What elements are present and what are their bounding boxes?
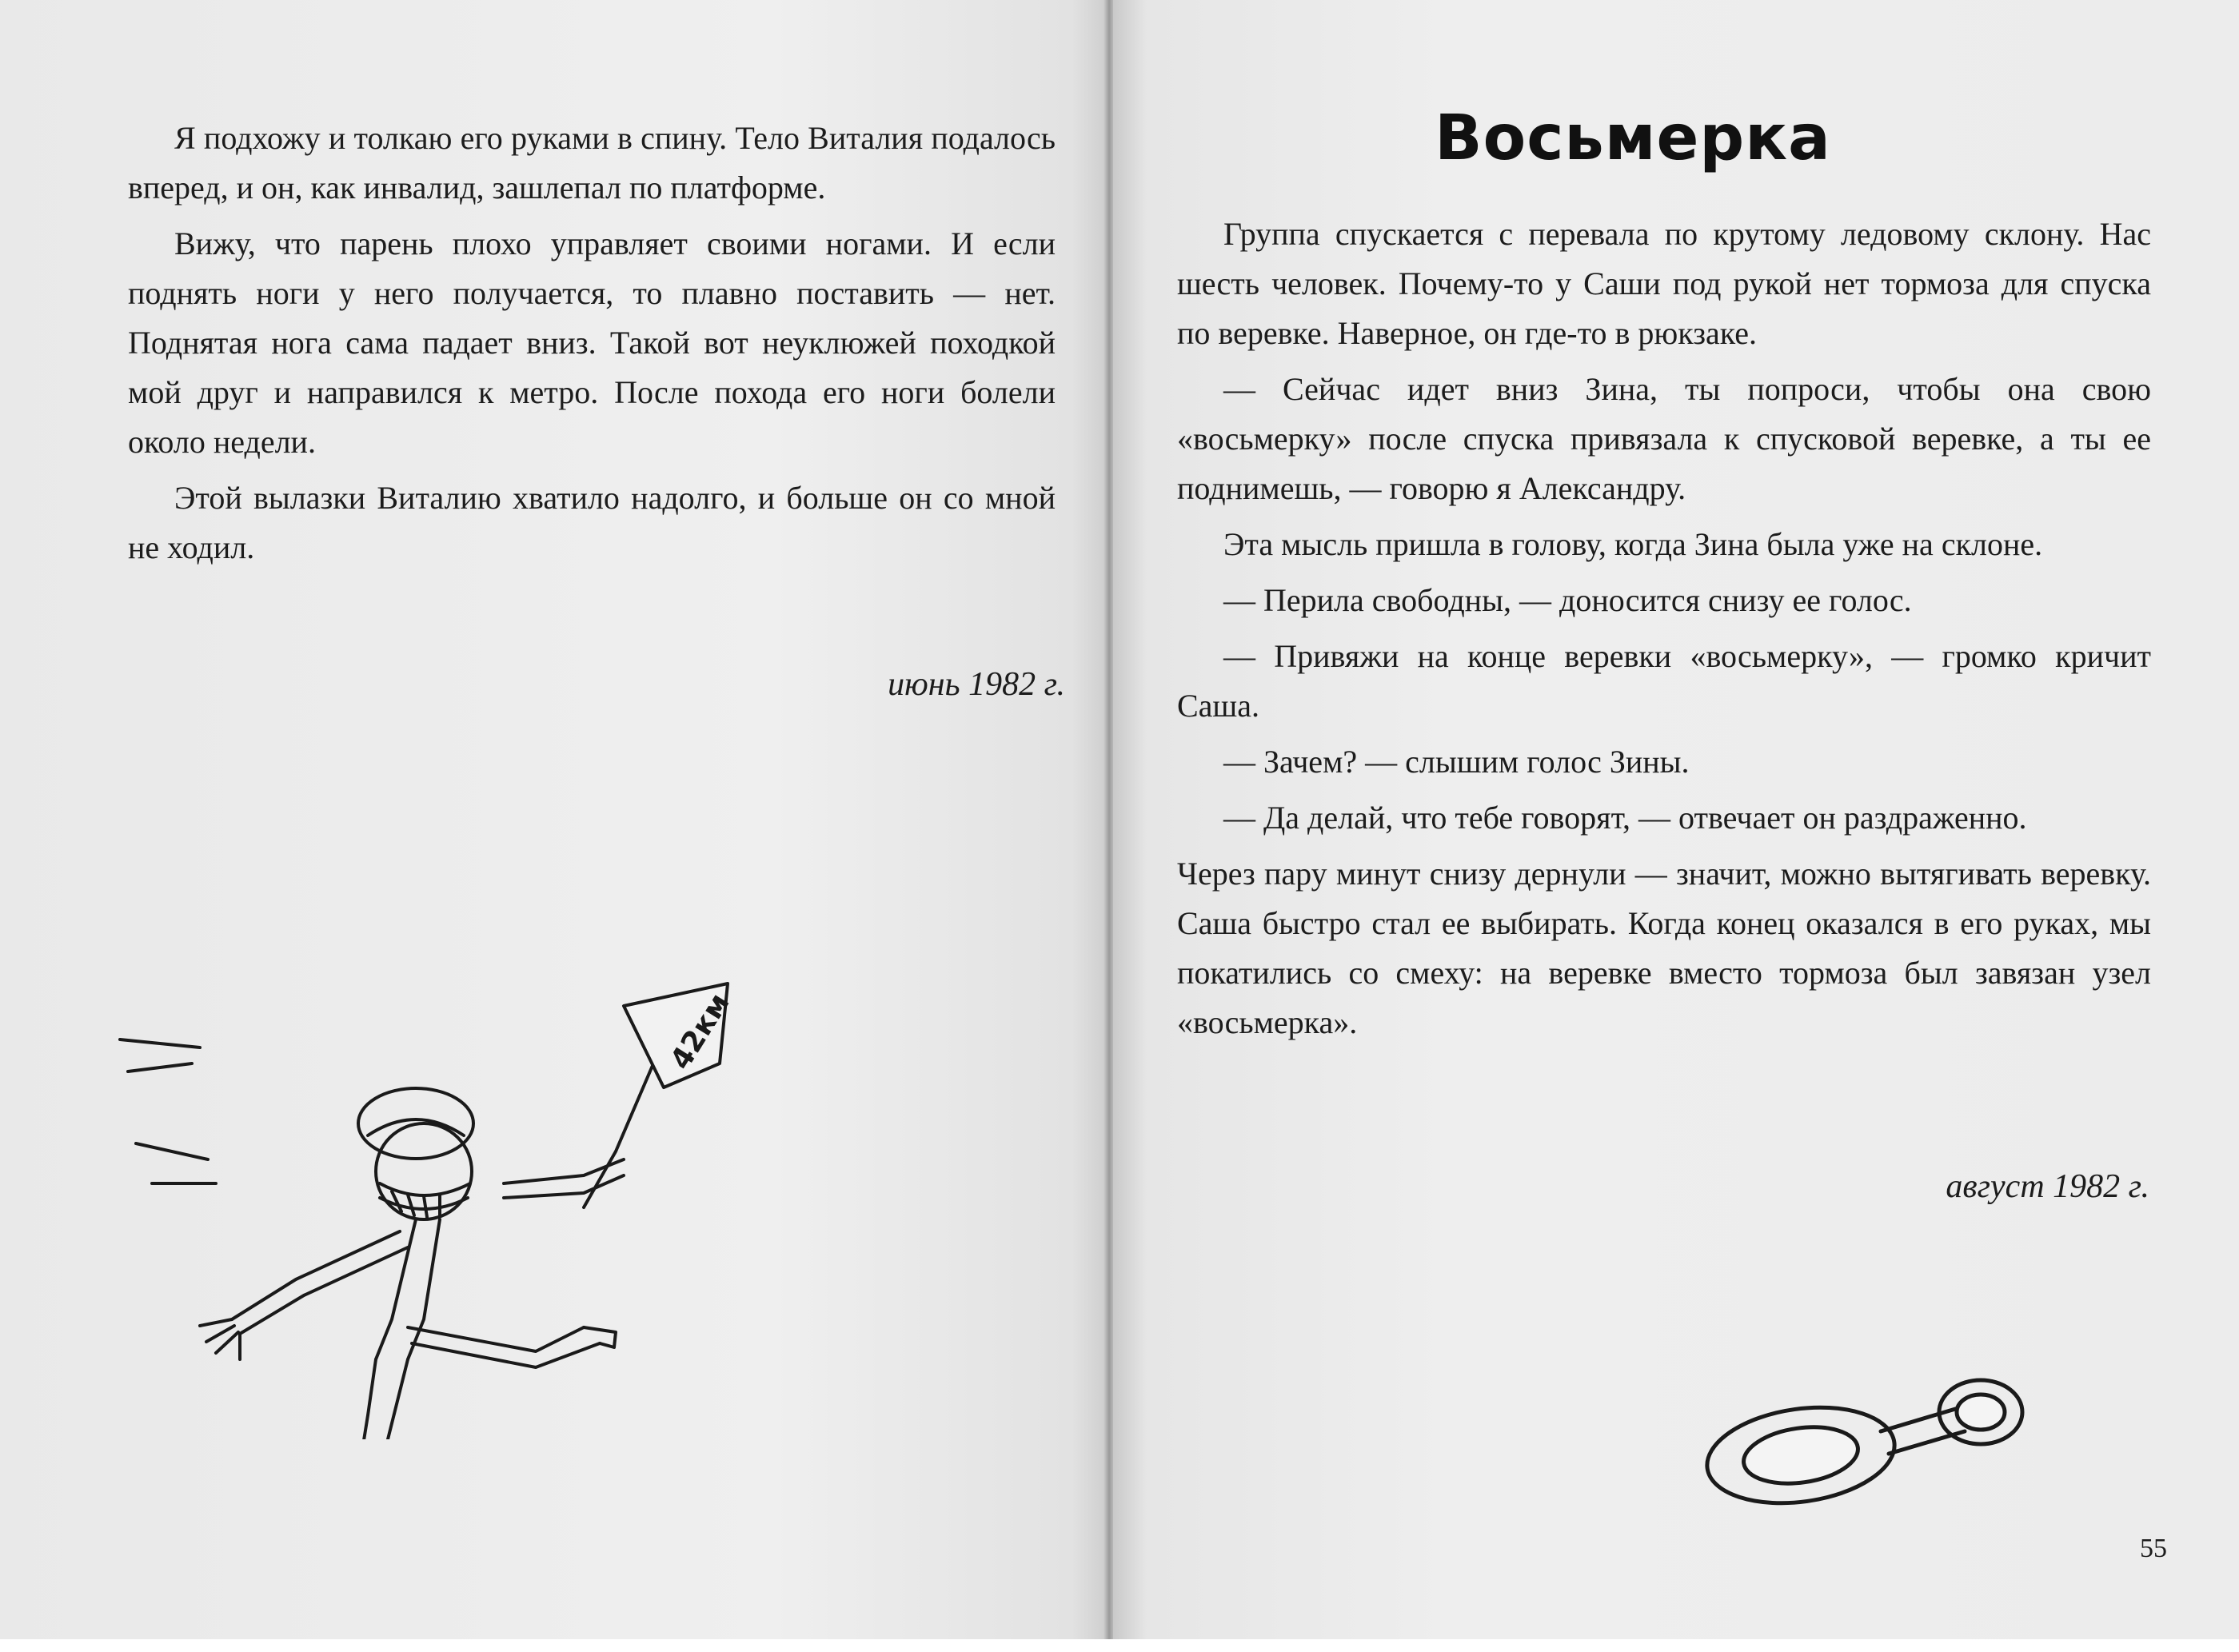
right-page (1113, 0, 2239, 1639)
left-paragraph-1: Я подхожу и толкаю его руками в спину. Тело Виталия подалось вперед, и он, как инвалид, зашлепал по платформе. (128, 120, 1056, 206)
left-page (0, 0, 1105, 1639)
right-date: август 1982 г. (1946, 1168, 2149, 1205)
left-text-block (128, 114, 1056, 573)
right-paragraph-4: — Перила свободны, — доносится снизу ее голос. (1223, 582, 1912, 618)
scan-bottom-edge (0, 1639, 2239, 1652)
right-paragraph-5: — Привяжи на конце веревки «восьмерку», — громко кричит Саша. (1177, 638, 2151, 724)
right-paragraph-7: — Да делай, что тебе говорят, — отвечает он раздраженно. (1223, 800, 2027, 836)
left-paragraph-3: Этой вылазки Виталию хватило надолго, и больше он со мной не ходил. (128, 480, 1056, 565)
sign-text: 42км (664, 988, 736, 1076)
left-paragraph-2: Вижу, что парень плохо управляет своими ногами. И если поднять ноги у него получается, то плавно поставить — нет. Поднятая нога сама падает вниз. Такой вот неуклюжей походкой мой друг и направился к метро. После похода его ноги болели около недели. (128, 225, 1056, 460)
right-text-block (1177, 209, 2151, 1047)
right-paragraph-6: — Зачем? — слышим голос Зины. (1223, 744, 1690, 780)
right-paragraph-3: Эта мысль пришла в голову, когда Зина была уже на склоне. (1223, 526, 2043, 562)
right-paragraph-1: Группа спускается с перевала по крутому ледовому склону. Нас шесть человек. Почему-то у Саши под рукой нет тормоза для спуска по веревке. Наверное, он где-то в рюкзаке. (1177, 216, 2151, 351)
right-paragraph-8: Через пару минут снизу дернули — значит, можно вытягивать веревку. Саша быстро стал ее выбирать. Когда конец оказался в его руках, мы покатились со смеху: на веревке вместо тормоза был завязан узел «восьмерка». (1177, 856, 2151, 1040)
runner-with-sign-icon (104, 944, 760, 1439)
left-date: июнь 1982 г. (888, 666, 1065, 703)
page-number: 55 (2140, 1534, 2167, 1563)
chapter-title: Восьмерка (1435, 102, 1831, 174)
figure-eight-descender-icon (1497, 1327, 2041, 1511)
right-paragraph-2: — Сейчас идет вниз Зина, ты попроси, чтобы она свою «восьмерку» после спуска привязала к спусковой веревке, а ты ее поднимешь, — говорю я Александру. (1177, 371, 2151, 506)
